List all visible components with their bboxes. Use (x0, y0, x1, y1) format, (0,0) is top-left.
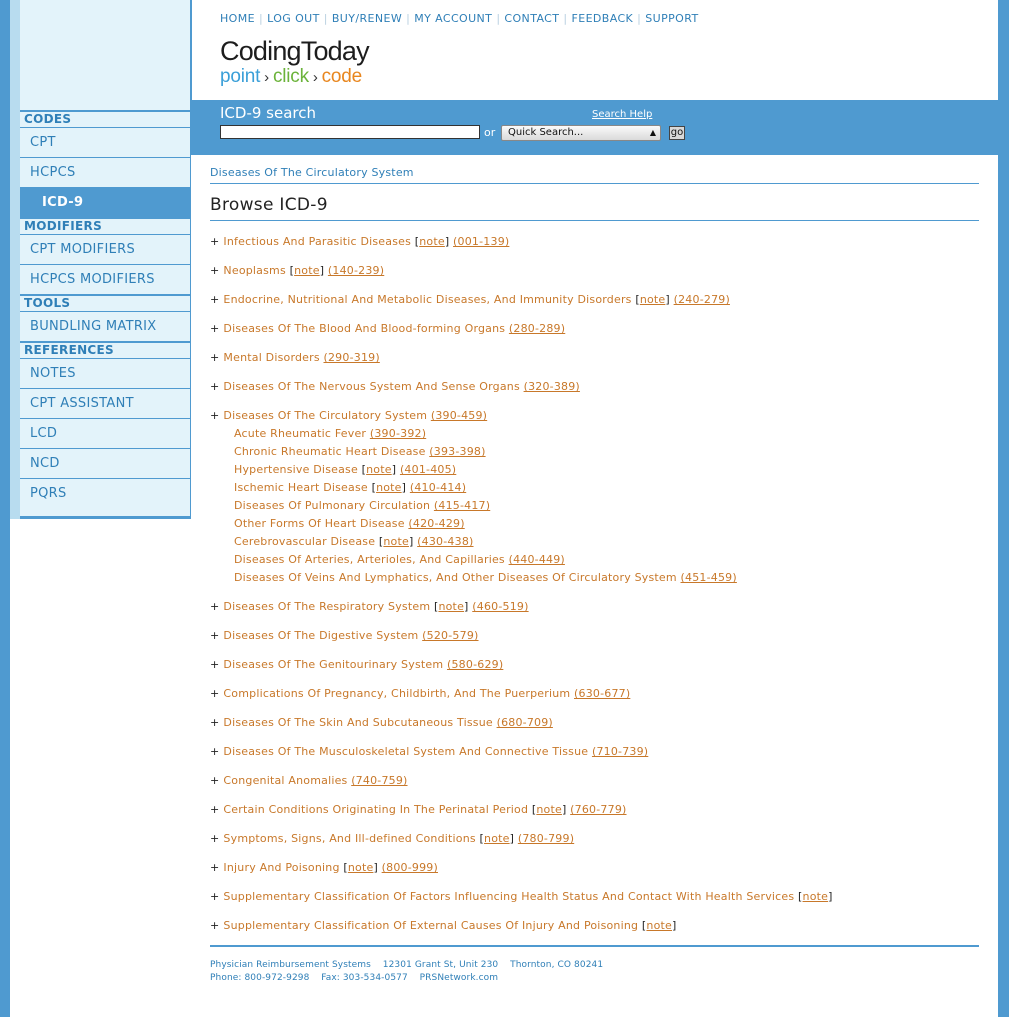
nav-separator: | (563, 12, 568, 25)
note-link[interactable]: note (484, 832, 510, 845)
bracket: ] (672, 919, 677, 932)
sidebar-top-space (20, 0, 190, 110)
expand-icon[interactable]: + (210, 861, 220, 874)
logo-point: point (220, 66, 261, 87)
nav-separator: | (406, 12, 411, 25)
note-link[interactable]: note (438, 600, 465, 613)
note-link[interactable]: note (646, 919, 673, 932)
expand-icon[interactable]: + (210, 658, 220, 671)
category-link[interactable]: Diseases Of The Musculoskeletal System And Connective Tissue (223, 745, 589, 758)
search-or-label: or (484, 126, 496, 139)
logo-tagline (220, 66, 369, 89)
category-row (210, 293, 730, 307)
category-row (210, 745, 648, 759)
category-link[interactable]: Diseases Of The Respiratory System (223, 600, 431, 613)
expand-icon[interactable]: + (210, 687, 220, 700)
code-range-link[interactable]: (780-799) (517, 832, 575, 845)
quick-search-value: Quick Search... (508, 127, 584, 138)
note-link[interactable]: note (639, 293, 666, 306)
nav-separator: | (637, 12, 642, 25)
bracket: ] (444, 235, 450, 248)
sidebar-item-hcpcs[interactable]: HCPCS (20, 157, 190, 187)
category-row (210, 919, 677, 933)
bracket: ] (319, 264, 325, 277)
category-link[interactable]: Diseases Of The Genitourinary System (223, 658, 444, 671)
search-title: ICD-9 search (220, 104, 316, 122)
expand-icon[interactable]: + (210, 629, 220, 642)
page-frame-right (998, 0, 1009, 1017)
expand-icon[interactable]: + (210, 919, 220, 932)
note-link[interactable]: note (802, 890, 829, 903)
bracket: [ (289, 264, 295, 277)
code-range-link[interactable]: (001-139) (453, 235, 510, 248)
category-link[interactable]: Infectious And Parasitic Diseases (223, 235, 412, 248)
category-link[interactable]: Supplementary Classification Of External Causes Of Injury And Poisoning (223, 919, 639, 932)
subcategory-link[interactable]: Other Forms Of Heart Disease (234, 517, 405, 530)
subcategory-row (234, 535, 474, 549)
category-link[interactable]: Complications Of Pregnancy, Childbirth, And The Puerperium (223, 687, 571, 700)
category-link[interactable]: Congenital Anomalies (223, 774, 348, 787)
subcategory-link[interactable]: Chronic Rheumatic Heart Disease (234, 445, 426, 458)
subcategory-row (234, 571, 737, 585)
logo-title: CodingToday (220, 36, 369, 66)
code-range-link[interactable]: (240-279) (673, 293, 730, 306)
category-link[interactable]: Endocrine, Nutritional And Metabolic Diseases, And Immunity Disorders (223, 293, 632, 306)
subcategory-link[interactable]: Cerebrovascular Disease (234, 535, 376, 548)
subcategory-row (234, 553, 565, 567)
search-band (192, 100, 998, 155)
category-link[interactable]: Certain Conditions Originating In The Perinatal Period (223, 803, 529, 816)
search-help-link[interactable]: Search Help (592, 109, 653, 120)
nav-contact[interactable]: CONTACT (504, 12, 560, 25)
nav-log-out[interactable]: LOG OUT (267, 12, 320, 25)
code-range-link[interactable]: (800-999) (381, 861, 438, 874)
code-range-link[interactable]: (390-392) (369, 427, 427, 440)
sidebar-section-tools: TOOLS (20, 294, 190, 311)
expand-icon[interactable]: + (210, 890, 220, 903)
category-row (210, 861, 438, 875)
bracket: [ (433, 600, 439, 613)
footer (210, 959, 603, 985)
bracket: [ (641, 919, 647, 932)
category-link[interactable]: Mental Disorders (223, 351, 320, 364)
code-range-link[interactable]: (680-709) (496, 716, 553, 729)
sidebar-item-icd9[interactable]: ICD-9 (20, 187, 190, 217)
subcategory-row (234, 445, 486, 459)
code-range-link[interactable]: (401-405) (399, 463, 457, 476)
nav-separator: | (496, 12, 501, 25)
category-row (210, 629, 479, 643)
category-link[interactable]: Neoplasms (223, 264, 286, 277)
category-link[interactable]: Diseases Of The Blood And Blood-forming Organs (223, 322, 506, 335)
expand-icon[interactable]: + (210, 235, 220, 248)
category-link[interactable]: Injury And Poisoning (223, 861, 340, 874)
code-range-link[interactable]: (410-414) (409, 481, 467, 494)
sidebar-section-codes: CODES (20, 110, 190, 127)
sidebar-item-lcd[interactable]: LCD (20, 418, 190, 448)
page-title: Browse ICD-9 (210, 195, 328, 215)
bracket: [ (798, 890, 803, 903)
sidebar-item-cpt[interactable]: CPT (20, 127, 190, 157)
nav-support[interactable]: SUPPORT (645, 12, 699, 25)
nav-my-account[interactable]: MY ACCOUNT (414, 12, 493, 25)
sidebar-item-bundling-matrix[interactable]: BUNDLING MATRIX (20, 311, 190, 341)
category-link[interactable]: Supplementary Classification Of Factors Influencing Health Status And Contact With Health Services (223, 890, 795, 903)
bracket: [ (635, 293, 640, 306)
sidebar-item-hcpcs-modifiers[interactable]: HCPCS MODIFIERS (20, 264, 190, 294)
subcategory-link[interactable]: Diseases Of Arteries, Arterioles, And Capillaries (234, 553, 505, 566)
code-range-link[interactable]: (280-289) (508, 322, 566, 335)
code-range-link[interactable]: (451-459) (680, 571, 737, 584)
sidebar (20, 0, 191, 519)
category-link[interactable]: Diseases Of The Digestive System (223, 629, 419, 642)
bracket: ] (373, 861, 378, 874)
chevron-right-icon: › (260, 69, 273, 86)
expand-icon[interactable]: + (210, 745, 220, 758)
bracket: ] (828, 890, 833, 903)
bracket: [ (343, 861, 348, 874)
bracket: [ (479, 832, 485, 845)
footer-contact: Phone: 800-972-9298 Fax: 303-534-0577 PRSNetwork.com (210, 973, 499, 983)
page-frame-left (0, 0, 10, 1017)
subcategory-link[interactable]: Ischemic Heart Disease (234, 481, 368, 494)
expand-icon[interactable]: + (210, 264, 220, 277)
category-row (210, 351, 380, 365)
sidebar-item-cpt-modifiers[interactable]: CPT MODIFIERS (20, 234, 190, 264)
code-range-link[interactable]: (420-429) (408, 517, 465, 530)
expand-icon[interactable]: + (210, 774, 220, 787)
subcategory-link[interactable]: Acute Rheumatic Fever (234, 427, 367, 440)
expand-icon[interactable]: + (210, 351, 220, 364)
subcategory-row (234, 517, 465, 531)
logo-code: code (321, 66, 363, 87)
note-link[interactable]: note (536, 803, 562, 816)
bracket: [ (378, 535, 384, 548)
subcategory-row (234, 463, 456, 477)
bracket: ] (509, 832, 515, 845)
code-range-link[interactable]: (440-449) (508, 553, 565, 566)
code-range-link[interactable]: (393-398) (429, 445, 486, 458)
expand-icon[interactable]: + (210, 322, 220, 335)
quick-search-select[interactable] (501, 125, 661, 141)
breadcrumb-divider (210, 183, 979, 184)
note-link[interactable]: note (383, 535, 409, 548)
bracket: ] (401, 481, 407, 494)
note-link[interactable]: note (294, 264, 320, 277)
category-row (210, 409, 487, 423)
note-link[interactable]: note (419, 235, 445, 248)
category-row (210, 235, 509, 249)
breadcrumb[interactable]: Diseases Of The Circulatory System (210, 166, 414, 179)
code-range-link[interactable]: (740-759) (351, 774, 408, 787)
subcategory-row (234, 427, 426, 441)
footer-divider (210, 945, 979, 947)
code-range-link[interactable]: (140-239) (327, 264, 385, 277)
category-row (210, 600, 529, 614)
chevron-right-icon: › (308, 69, 322, 86)
logo[interactable] (220, 36, 369, 89)
category-row (210, 832, 574, 846)
note-link[interactable]: note (366, 463, 392, 476)
bracket: ] (391, 463, 397, 476)
bracket: [ (531, 803, 537, 816)
code-range-link[interactable]: (290-319) (323, 351, 380, 364)
category-row (210, 803, 627, 817)
note-link[interactable]: note (376, 481, 402, 494)
page-frame-left-inner (10, 0, 20, 519)
subcategory-link[interactable]: Diseases Of Pulmonary Circulation (234, 499, 431, 512)
title-divider (210, 220, 979, 221)
category-row (210, 716, 553, 730)
category-row (210, 322, 565, 336)
bracket: [ (414, 235, 420, 248)
code-range-link[interactable]: (520-579) (422, 629, 479, 642)
category-link[interactable]: Diseases Of The Nervous System And Sense Organs (223, 380, 520, 393)
category-row (210, 774, 408, 788)
logo-click: click (272, 66, 309, 87)
nav-separator: | (258, 12, 264, 25)
category-row (210, 658, 503, 672)
expand-icon[interactable]: + (210, 293, 220, 306)
code-range-link[interactable]: (710-739) (591, 745, 649, 758)
top-navigation (220, 12, 699, 26)
select-arrows-icon: ▲ (649, 128, 656, 137)
category-row (210, 890, 833, 904)
code-range-link[interactable]: (415-417) (433, 499, 491, 512)
expand-icon[interactable]: + (210, 803, 220, 816)
category-link[interactable]: Symptoms, Signs, And Ill-defined Conditions (223, 832, 476, 845)
bracket: [ (371, 481, 377, 494)
code-range-link[interactable]: (390-459) (430, 409, 488, 422)
expand-icon[interactable]: + (210, 600, 220, 613)
sidebar-section-modifiers: MODIFIERS (20, 217, 190, 234)
category-link[interactable]: Diseases Of The Skin And Subcutaneous Tissue (223, 716, 493, 729)
code-range-link[interactable]: (320-389) (523, 380, 580, 393)
subcategory-link[interactable]: Hypertensive Disease (234, 463, 358, 476)
expand-icon[interactable]: + (210, 409, 220, 422)
go-button[interactable]: go (670, 127, 684, 138)
subcategory-link[interactable]: Diseases Of Veins And Lymphatics, And Other Diseases Of Circulatory System (234, 571, 677, 584)
footer-address: Physician Reimbursement Systems 12301 Grant St, Unit 230 Thornton, CO 80241 (210, 960, 604, 970)
code-range-link[interactable]: (760-779) (570, 803, 627, 816)
nav-separator: | (323, 12, 328, 25)
code-range-link[interactable]: (430-438) (417, 535, 474, 548)
nav-buy-renew[interactable]: BUY/RENEW (331, 12, 403, 25)
sidebar-item-ncd[interactable]: NCD (20, 448, 190, 478)
bracket: [ (361, 463, 367, 476)
expand-icon[interactable]: + (210, 716, 220, 729)
code-range-link[interactable]: (580-629) (446, 658, 504, 671)
subcategory-row (234, 481, 466, 495)
code-range-link[interactable]: (630-677) (574, 687, 631, 700)
category-row (210, 264, 384, 278)
bracket: ] (665, 293, 670, 306)
sidebar-section-references: REFERENCES (20, 341, 190, 358)
search-input[interactable] (220, 125, 480, 139)
category-row (210, 687, 630, 701)
code-range-link[interactable]: (460-519) (472, 600, 529, 613)
expand-icon[interactable]: + (210, 380, 220, 393)
bracket: ] (408, 535, 414, 548)
category-row (210, 380, 580, 394)
category-link[interactable]: Diseases Of The Circulatory System (223, 409, 428, 422)
subcategory-row (234, 499, 490, 513)
sidebar-item-notes[interactable]: NOTES (20, 358, 190, 388)
nav-feedback[interactable]: FEEDBACK (571, 12, 634, 25)
bracket: ] (464, 600, 469, 613)
sidebar-item-cpt-assistant[interactable]: CPT ASSISTANT (20, 388, 190, 418)
note-link[interactable]: note (347, 861, 374, 874)
sidebar-item-pqrs[interactable]: PQRS (20, 478, 190, 508)
bracket: ] (561, 803, 567, 816)
expand-icon[interactable]: + (210, 832, 220, 845)
sidebar-bottom-border (20, 516, 190, 519)
nav-home[interactable]: HOME (220, 12, 255, 25)
